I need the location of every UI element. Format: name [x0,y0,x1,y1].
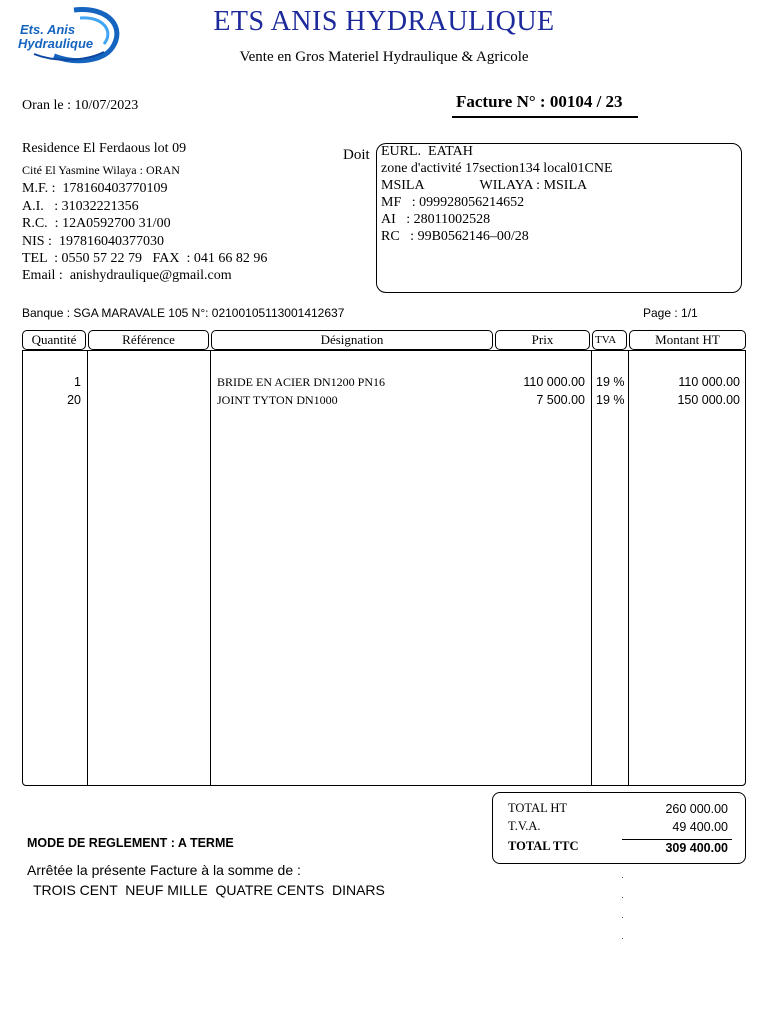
seller-phone-fax: TEL : 0550 57 22 79 FAX : 041 66 82 96 [22,251,268,266]
logo-text-line2: Hydraulique [18,36,94,51]
row-montant: 110 000.00 [678,375,740,389]
header-prix: Prix [495,330,590,350]
seller-address: Residence El Ferdaous lot 09 [22,141,187,156]
items-table [22,350,746,786]
row-tva: 19 % [596,375,625,389]
tva-value: 49 400.00 [672,820,728,834]
row-prix: 7 500.00 [536,393,585,407]
total-ttc-value: 309 400.00 [665,841,728,855]
client-city: MSILA WILAYA : MSILA [381,178,588,193]
total-ttc-label: TOTAL TTC [508,839,579,853]
row-quantite: 1 [74,375,81,389]
header-tva: TVA [592,330,627,350]
column-divider [591,350,592,786]
amount-in-words: TROIS CENT NEUF MILLE QUATRE CENTS DINARS [33,882,385,898]
row-designation: JOINT TYTON DN1000 [217,393,338,407]
page-info: Page : 1/1 [643,306,698,320]
header-reference: Référence [88,330,209,350]
bank-info: Banque : SGA MARAVALE 105 N°: 02100105113001412637 [22,306,345,320]
seller-city: Cité El Yasmine Wilaya : ORAN [22,163,180,177]
client-address: zone d'activité 17section134 local01CNE [381,161,613,176]
stray-dot [622,917,623,918]
client-name: EURL. EATAH [381,144,473,159]
stray-dot [622,938,623,939]
payment-mode: MODE DE REGLEMENT : A TERME [27,836,234,850]
header-quantite: Quantité [22,330,86,350]
doit-label: Doit [343,147,370,163]
row-prix: 110 000.00 [523,375,585,389]
company-subtitle: Vente en Gros Materiel Hydraulique & Agricole [239,49,529,65]
column-divider [87,350,88,786]
total-ht-value: 260 000.00 [665,802,728,816]
row-quantite: 20 [67,393,81,407]
column-divider [210,350,211,786]
seller-nis: NIS : 197816040377030 [22,234,164,249]
row-montant: 150 000.00 [677,393,740,407]
stray-dot [622,897,623,898]
invoice-number-underline [452,116,638,118]
client-rc: RC : 99B0562146–00/28 [381,229,529,244]
seller-email: Email : anishydraulique@gmail.com [22,268,232,283]
amount-label: Arrêtée la présente Facture à la somme de : [27,862,301,878]
company-name: ETS ANIS HYDRAULIQUE [213,6,555,37]
invoice-date: Oran le : 10/07/2023 [22,98,139,113]
total-ht-label: TOTAL HT [508,801,568,815]
client-ai: AI : 28011002528 [381,212,491,227]
seller-ai: A.I. : 31032221356 [22,199,139,214]
row-tva: 19 % [596,393,625,407]
header-designation: Désignation [211,330,493,350]
row-designation: BRIDE EN ACIER DN1200 PN16 [217,375,386,389]
client-mf: MF : 099928056214652 [381,195,525,210]
seller-rc: R.C. : 12A0592700 31/00 [22,216,171,231]
tva-label: T.V.A. [508,819,541,833]
header-montant: Montant HT [629,330,746,350]
invoice-number: Facture N° : 00104 / 23 [456,92,623,111]
column-divider [628,350,629,786]
stray-dot [622,877,623,878]
seller-mf: M.F. : 178160403770109 [22,181,168,196]
logo-text-line1: Ets. Anis [20,22,76,37]
totals-rule [622,839,732,840]
